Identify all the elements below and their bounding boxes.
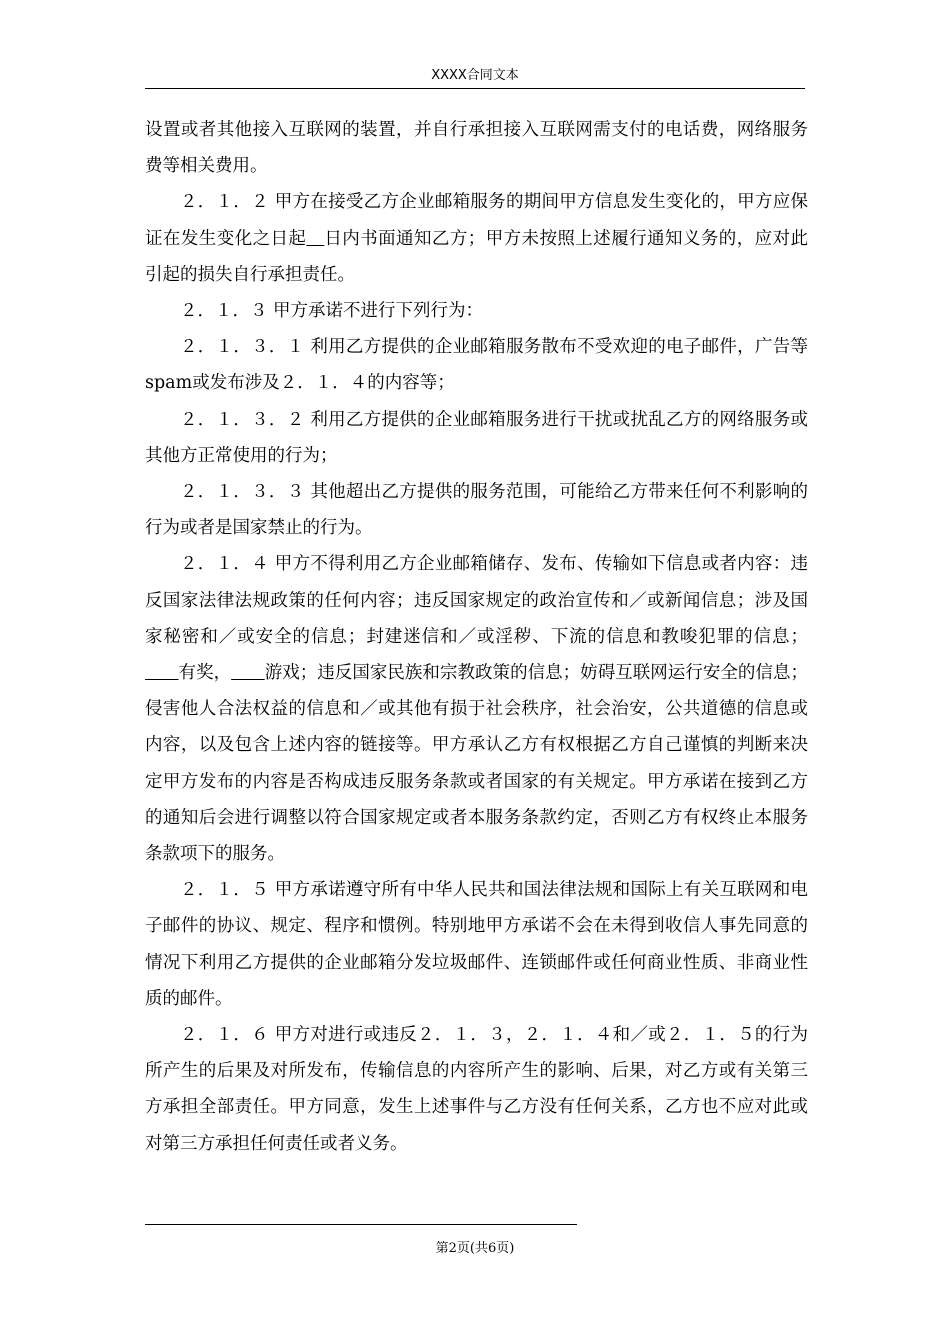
paragraph (145, 402, 808, 474)
paragraph-text: ２．１．３．２ 利用乙方提供的企业邮箱服务进行干扰或扰乱乙方的网络服务或其他方正常使用的行为； (145, 409, 808, 466)
footer-divider (145, 1224, 577, 1225)
paragraph-text: ２．１．５ 甲方承诺遵守所有中华人民共和国法律法规和国际上有关互联网和电子邮件的协议、规定、程序和惯例。特别地甲方承诺不会在未得到收信人事先同意的情况下利用乙方提供的企业邮箱分发垃圾邮件、连锁邮件或任何商业性质、非商业性质的邮件。 (145, 880, 808, 1009)
document-body (145, 112, 808, 1162)
paragraph (145, 1017, 808, 1162)
paragraph (145, 293, 808, 329)
paragraph-text: ２．１．３．３ 其他超出乙方提供的服务范围，可能给乙方带来任何不利影响的行为或者是国家禁止的行为。 (145, 482, 808, 539)
paragraph-text: ２．１．３ 甲方承诺不进行下列行为： (180, 301, 484, 322)
blank-field (306, 229, 324, 249)
header-title: XXXX合同文本 (431, 68, 519, 83)
paragraph-text: ２．１．６ 甲方对进行或违反２．１．３，２．１．４和／或２．１．５的行为所产生的后果及对所发布，传输信息的内容所产生的影响、后果，对乙方或有关第三方承担全部责任。甲方同意，发生上述事件与乙方没有任何关系，乙方也不应对此或对第三方承担任何责任或者义务。 (145, 1025, 808, 1154)
paragraph (145, 329, 808, 401)
paragraph (145, 474, 808, 546)
paragraph-text: ２．１．３．１ 利用乙方提供的企业邮箱服务散布不受欢迎的电子邮件，广告等spam或发布涉及２．１．４的内容等； (145, 337, 808, 394)
page-number: 第2页(共6页) (435, 1241, 515, 1256)
paragraph-text: ２．１．２ 甲方在接受乙方企业邮箱服务的期间甲方信息发生变化的，甲方应保证在发生变化之日起 (145, 192, 808, 249)
paragraph (145, 546, 808, 872)
paragraph-text: ２．１．４ 甲方不得利用乙方企业邮箱储存、发布、传输如下信息或者内容：违反国家法律法规政策的任何内容；违反国家规定的政治宣传和／或新闻信息；涉及国家秘密和／或安全的信息；封建迷信和／或淫秽、下流的信息和教唆犯罪的信息； (145, 554, 808, 647)
paragraph-text: 游戏；违反国家民族和宗教政策的信息；妨碍互联网运行安全的信息；侵害他人合法权益的信息和／或其他有损于社会秩序，社会治安，公共道德的信息或内容，以及包含上述内容的链接等。甲方承认乙方有权根据乙方自己谨慎的判断来决定甲方发布的内容是否构成违反服务条款或者国家的有关规定。甲方承诺在接到乙方的通知后会进行调整以符合国家规定或者本服务条款约定，否则乙方有权终止本服务条款项下的服务。 (145, 663, 808, 865)
blank-field (231, 663, 265, 683)
paragraph (145, 112, 808, 184)
blank-field (145, 663, 179, 683)
paragraph-text: 有奖， (178, 663, 232, 684)
paragraph-text: 日内书面通知乙方；甲方未按照上述履行通知义务的，应对此引起的损失自行承担责任。 (145, 228, 808, 285)
paragraph (145, 872, 808, 1017)
paragraph (145, 184, 808, 293)
paragraph-text: 设置或者其他接入互联网的装置，并自行承担接入互联网需支付的电话费，网络服务费等相关费用。 (145, 120, 808, 177)
header-divider (145, 88, 805, 89)
